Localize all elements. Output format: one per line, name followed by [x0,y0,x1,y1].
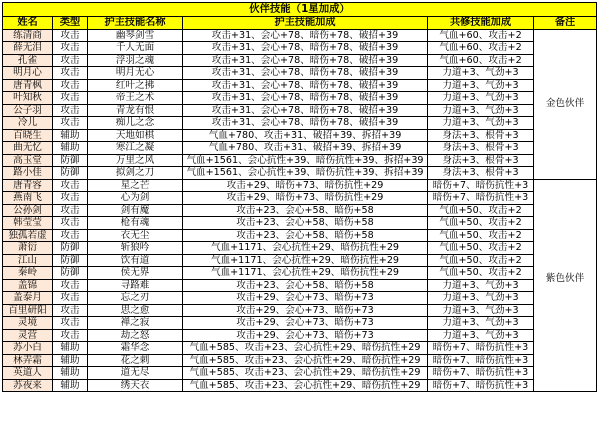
skill-name-cell: 帝王之术 [88,92,183,105]
shared-bonus-cell: 身法+3、根骨+3 [428,142,534,155]
shared-bonus-cell: 力道+3、气劲+3 [428,304,534,317]
name-cell: 薛无泪 [3,42,53,55]
skill-bonus-cell: 攻击+29、暗伤+73、暗伤抗性+29 [183,179,428,192]
skill-bonus-cell: 攻击+29、暗伤+73、暗伤抗性+29 [183,192,428,205]
table-row [3,379,597,392]
name-cell: 练清商 [3,29,53,42]
skill-bonus-cell: 攻击+29、会心+73、暗伤+73 [183,329,428,342]
shared-bonus-cell: 力道+3、气劲+3 [428,92,534,105]
name-cell: 高玉堂 [3,154,53,167]
table-row [3,242,597,255]
skill-name-cell: 天地如棋 [88,129,183,142]
type-cell: 攻击 [53,317,88,330]
name-cell: 盖锦 [3,279,53,292]
shared-bonus-cell: 气血+50、攻击+2 [428,229,534,242]
table-row [3,279,597,292]
name-cell: 盖泰月 [3,292,53,305]
table-row [3,117,597,130]
skill-bonus-cell: 攻击+31、会心+78、暗伤+78、破招+39 [183,79,428,92]
shared-bonus-cell: 暗伤+7、暗伤抗性+3 [428,342,534,355]
table-title: 伙伴技能（1星加成） [3,3,597,17]
type-cell: 防御 [53,267,88,280]
type-cell: 攻击 [53,292,88,305]
remark-cell-empty [534,192,597,205]
table-row [3,67,597,80]
skill-name-cell: 花之刺 [88,354,183,367]
remark-cell-empty [534,242,597,255]
skill-bonus-cell: 气血+585、攻击+23、会心抗性+29、暗伤抗性+29 [183,379,428,392]
remark-cell-empty [534,379,597,392]
remark-cell-empty [534,354,597,367]
table-row [3,367,597,380]
skill-bonus-cell: 攻击+23、会心+58、暗伤+58 [183,204,428,217]
type-cell: 攻击 [53,42,88,55]
name-cell: 灵营 [3,329,53,342]
table-row [3,104,597,117]
header-name: 姓名 [3,17,53,30]
remark-cell-empty [534,304,597,317]
remark-cell-empty [534,329,597,342]
skill-name-cell: 拟剑之刀 [88,167,183,180]
skill-bonus-cell: 气血+1171、会心抗性+29、暗伤抗性+29 [183,267,428,280]
shared-bonus-cell: 力道+3、气劲+3 [428,329,534,342]
table-row [3,204,597,217]
skill-name-cell: 斩狼吟 [88,242,183,255]
shared-bonus-cell: 暗伤+7、暗伤抗性+3 [428,354,534,367]
header-remark: 备注 [534,17,597,30]
type-cell: 攻击 [53,304,88,317]
type-cell: 辅助 [53,142,88,155]
header-shared-bonus: 共修技能加成 [428,17,534,30]
name-cell: 苏夜来 [3,379,53,392]
remark-cell-empty [534,142,597,155]
shared-bonus-cell: 气血+50、攻击+2 [428,267,534,280]
skill-bonus-cell: 攻击+31、会心+78、暗伤+78、破招+39 [183,29,428,42]
skill-bonus-cell: 气血+780、攻击+31、破招+39、拆招+39 [183,129,428,142]
skill-name-cell: 绣天衣 [88,379,183,392]
remark-cell-empty [534,67,597,80]
skill-name-cell: 禅之寂 [88,317,183,330]
shared-bonus-cell: 力道+3、气劲+3 [428,104,534,117]
name-cell: 灵境 [3,317,53,330]
table-row [3,192,597,205]
skill-bonus-cell: 攻击+31、会心+78、暗伤+78、破招+39 [183,104,428,117]
name-cell: 百里研阳 [3,304,53,317]
shared-bonus-cell: 气血+60、攻击+2 [428,54,534,67]
remark-cell-empty [534,217,597,230]
skill-name-cell: 劫之怒 [88,329,183,342]
name-cell: 萧衍 [3,242,53,255]
type-cell: 攻击 [53,229,88,242]
skill-bonus-cell: 攻击+23、会心+58、暗伤+58 [183,279,428,292]
header-type: 类型 [53,17,88,30]
name-cell: 曲无忆 [3,142,53,155]
type-cell: 辅助 [53,342,88,355]
type-cell: 辅助 [53,379,88,392]
skill-name-cell: 饮有道 [88,254,183,267]
remark-cell-empty [534,42,597,55]
skill-name-cell: 星之芒 [88,179,183,192]
type-cell: 防御 [53,167,88,180]
skill-bonus-cell: 攻击+31、会心+78、暗伤+78、破招+39 [183,54,428,67]
shared-bonus-cell: 暗伤+7、暗伤抗性+3 [428,179,534,192]
shared-bonus-cell: 力道+3、气劲+3 [428,279,534,292]
skill-name-cell: 明月无心 [88,67,183,80]
shared-bonus-cell: 气血+50、攻击+2 [428,204,534,217]
name-cell: 林弄霜 [3,354,53,367]
name-cell: 独孤若虚 [3,229,53,242]
name-cell: 燕南飞 [3,192,53,205]
table-row [3,129,597,142]
skill-name-cell: 忘之刃 [88,292,183,305]
skill-name-cell: 道无尽 [88,367,183,380]
skill-bonus-cell: 气血+585、攻击+23、会心抗性+29、暗伤抗性+29 [183,354,428,367]
type-cell: 辅助 [53,354,88,367]
table-row [3,342,597,355]
shared-bonus-cell: 身法+3、根骨+3 [428,154,534,167]
name-cell: 唐青容 [3,179,53,192]
type-cell: 辅助 [53,367,88,380]
name-cell: 苏小白 [3,342,53,355]
type-cell: 攻击 [53,179,88,192]
skill-bonus-cell: 攻击+23、会心+58、暗伤+58 [183,229,428,242]
table-title-row [3,3,597,17]
header-skill-bonus: 护主技能加成 [183,17,428,30]
remark-cell: 金色伙伴 [534,92,597,117]
type-cell: 攻击 [53,67,88,80]
table-row [3,217,597,230]
table-row [3,304,597,317]
skill-bonus-cell: 气血+1561、会心抗性+39、暗伤抗性+39、拆招+39 [183,154,428,167]
remark-cell-empty [534,367,597,380]
remark-cell-empty [534,117,597,130]
table-row [3,229,597,242]
remark-cell-empty [534,29,597,42]
shared-bonus-cell: 力道+3、气劲+3 [428,67,534,80]
skill-name-cell: 剑有魔 [88,204,183,217]
type-cell: 防御 [53,254,88,267]
shared-bonus-cell: 身法+3、根骨+3 [428,129,534,142]
remark-cell-empty [534,342,597,355]
type-cell: 攻击 [53,79,88,92]
skill-name-cell: 万里之风 [88,154,183,167]
type-cell: 攻击 [53,217,88,230]
type-cell: 攻击 [53,117,88,130]
shared-bonus-cell: 力道+3、气劲+3 [428,317,534,330]
remark-cell-empty [534,317,597,330]
header-skill-name: 护主技能名称 [88,17,183,30]
type-cell: 攻击 [53,329,88,342]
skill-bonus-cell: 气血+585、攻击+23、会心抗性+29、暗伤抗性+29 [183,342,428,355]
table-row [3,354,597,367]
skill-bonus-cell: 攻击+31、会心+78、暗伤+78、破招+39 [183,117,428,130]
shared-bonus-cell: 暗伤+7、暗伤抗性+3 [428,367,534,380]
table-row [3,329,597,342]
table-row [3,292,597,305]
skill-bonus-cell: 气血+585、攻击+23、会心抗性+29、暗伤抗性+29 [183,367,428,380]
table-row [3,54,597,67]
table-row [3,142,597,155]
skill-name-cell: 侯无界 [88,267,183,280]
skill-name-cell: 枪有魂 [88,217,183,230]
skill-bonus-cell: 攻击+29、会心+73、暗伤+73 [183,317,428,330]
table-row [3,167,597,180]
companion-skill-table [2,2,597,392]
name-cell: 公子羽 [3,104,53,117]
remark-cell-empty [534,54,597,67]
remark-cell-empty [534,179,597,192]
remark-cell-empty [534,292,597,305]
remark-cell-empty [534,254,597,267]
name-cell: 百晓生 [3,129,53,142]
shared-bonus-cell: 气血+50、攻击+2 [428,242,534,255]
type-cell: 防御 [53,242,88,255]
type-cell: 攻击 [53,54,88,67]
shared-bonus-cell: 气血+50、攻击+2 [428,217,534,230]
table-row [3,254,597,267]
name-cell: 秦岭 [3,267,53,280]
type-cell: 攻击 [53,204,88,217]
shared-bonus-cell: 力道+3、气劲+3 [428,79,534,92]
table-row [3,42,597,55]
table-row [3,79,597,92]
remark-cell-empty [534,79,597,92]
name-cell: 江山 [3,254,53,267]
shared-bonus-cell: 力道+3、气劲+3 [428,117,534,130]
shared-bonus-cell: 气血+60、攻击+2 [428,42,534,55]
skill-bonus-cell: 攻击+29、会心+73、暗伤+73 [183,292,428,305]
type-cell: 攻击 [53,192,88,205]
skill-name-cell: 心为剑 [88,192,183,205]
table-row [3,179,597,192]
name-cell: 冷儿 [3,117,53,130]
name-cell: 唐青枫 [3,79,53,92]
skill-name-cell: 痴儿之念 [88,117,183,130]
table-row [3,267,597,280]
skill-bonus-cell: 攻击+29、会心+73、暗伤+73 [183,304,428,317]
skill-name-cell: 红叶之拂 [88,79,183,92]
skill-name-cell: 浮羽之魂 [88,54,183,67]
type-cell: 攻击 [53,92,88,105]
table-row [3,92,597,105]
type-cell: 防御 [53,154,88,167]
name-cell: 韩莹莹 [3,217,53,230]
skill-name-cell: 霜华念 [88,342,183,355]
shared-bonus-cell: 气血+50、攻击+2 [428,254,534,267]
skill-name-cell: 衣无尘 [88,229,183,242]
header-row [3,17,597,30]
remark-cell: 紫色伙伴 [534,267,597,292]
skill-name-cell: 青龙有恨 [88,104,183,117]
name-cell: 明月心 [3,67,53,80]
shared-bonus-cell: 暗伤+7、暗伤抗性+3 [428,379,534,392]
type-cell: 辅助 [53,129,88,142]
name-cell: 英道人 [3,367,53,380]
remark-cell-empty [534,204,597,217]
skill-bonus-cell: 气血+1171、会心抗性+29、暗伤抗性+29 [183,242,428,255]
table-row [3,29,597,42]
type-cell: 攻击 [53,279,88,292]
skill-name-cell: 寒江之凝 [88,142,183,155]
skill-bonus-cell: 攻击+23、会心+58、暗伤+58 [183,217,428,230]
name-cell: 叶知秋 [3,92,53,105]
skill-bonus-cell: 攻击+31、会心+78、暗伤+78、破招+39 [183,67,428,80]
remark-cell-empty [534,229,597,242]
type-cell: 攻击 [53,29,88,42]
skill-name-cell: 千人无面 [88,42,183,55]
type-cell: 攻击 [53,104,88,117]
skill-name-cell: 思之愈 [88,304,183,317]
table-row [3,317,597,330]
name-cell: 路小佳 [3,167,53,180]
skill-name-cell: 幽琴剑雪 [88,29,183,42]
shared-bonus-cell: 身法+3、根骨+3 [428,167,534,180]
name-cell: 公孙剑 [3,204,53,217]
skill-bonus-cell: 气血+1171、会心抗性+29、暗伤抗性+29 [183,254,428,267]
shared-bonus-cell: 气血+60、攻击+2 [428,29,534,42]
name-cell: 孔雀 [3,54,53,67]
skill-bonus-cell: 气血+1561、会心抗性+39、暗伤抗性+39、拆招+39 [183,167,428,180]
remark-cell-empty [534,129,597,142]
shared-bonus-cell: 力道+3、气劲+3 [428,292,534,305]
remark-cell-empty [534,154,597,167]
remark-cell-empty [534,167,597,180]
shared-bonus-cell: 暗伤+7、暗伤抗性+3 [428,192,534,205]
skill-bonus-cell: 攻击+31、会心+78、暗伤+78、破招+39 [183,42,428,55]
skill-name-cell: 寻路难 [88,279,183,292]
skill-bonus-cell: 攻击+31、会心+78、暗伤+78、破招+39 [183,92,428,105]
skill-bonus-cell: 气血+780、攻击+31、破招+39、拆招+39 [183,142,428,155]
table-row [3,154,597,167]
